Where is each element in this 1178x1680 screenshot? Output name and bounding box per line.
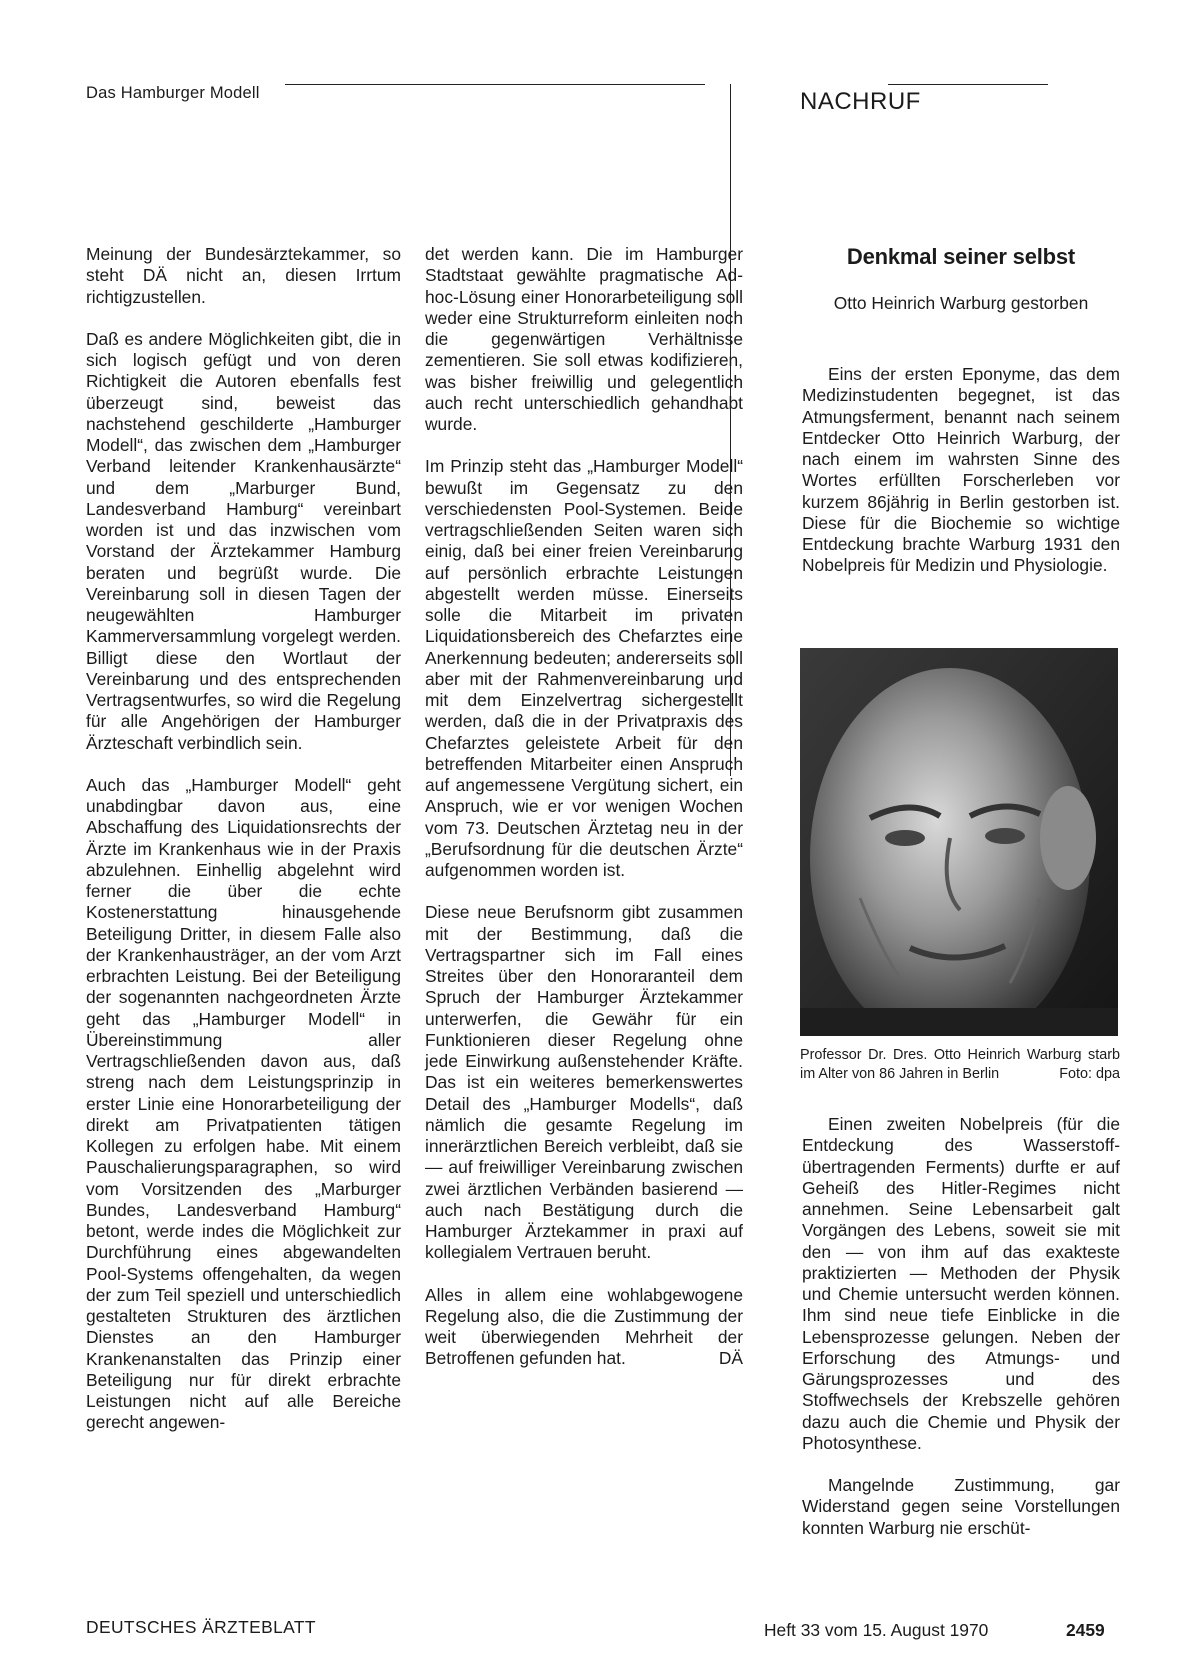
paragraph: Mangelnde Zustimmung, gar Widerstand gegen seine Vorstellungen konnten Warburg nie erschüt- [802, 1475, 1120, 1538]
obituary-column-top [802, 364, 1120, 598]
section-header-right: NACHRUF [800, 88, 921, 115]
obituary-column-bottom [802, 1114, 1120, 1560]
caption-text: Professor Dr. Dres. Otto Heinrich Warburg starb im Alter von 86 Jahren in Berlin [800, 1047, 1120, 1082]
paragraph: Auch das „Hamburger Modell“ geht unabdingbar davon aus, eine Abschaffung des Liquidationsrechts der Ärzte im Krankenhaus wie in der Praxis abzulehnen. Einhellig abgelehnt wird ferner die über die echte Kostenerstattung hinausgehende Beteiligung Dritter, in diesem Falle also der Krankenhausträger, an der vom Arzt erbrachten Leistung. Bei der Beteiligung der sogenannten nachgeordneten Ärzte geht das „Hamburger Modell“ in Übereinstimmung aller Vertragschließenden davon aus, daß streng nach dem Leistungsprinzip in erster Linie eine Honorarbeteiligung der direkt am Privatpatienten tätigen Kollegen zu erfolgen habe. Mit einem Pauschalierungsparagraphen, so wird vom Vorsitzenden des „Marburger Bundes, Landesverband Hamburg“ betont, werde indes die Möglichkeit zur Durchführung eines abgewandelten Pool-Systems offengehalten, da wegen der zum Teil speziell und unterschiedlich gestalteten Strukturen des ärztlichen Dienstes an den Hamburger Krankenanstalten das Prinzip einer Beteiligung nur für direkt erbrachte Leistungen nicht auf alle Bereiche gerecht angewen- [86, 774, 401, 1433]
issue-info: Heft 33 vom 15. August 1970 [764, 1620, 989, 1640]
page-number: 2459 [1066, 1620, 1105, 1640]
obituary-title: Denkmal seiner selbst [846, 244, 1076, 269]
author-signature: DÄ [718, 1348, 743, 1369]
paragraph-text: Alles in allem eine wohlabgewogene Regelung also, die die Zustimmung der weit überwiegenden Mehrheit der Betroffenen gefunden hat. [425, 1284, 743, 1369]
obituary-subtitle: Otto Heinrich Warburg gestorben [833, 293, 1089, 313]
paragraph: Diese neue Berufsnorm gibt zusammen mit der Bestimmung, daß die Vertragspartner sich im Fall eines Streites über den Honoraranteil dem Spruch der Hamburger Ärztekammer unterwerfen, die Gewähr für ein Funktionieren dieser Regelung ohne jede Einwirkung außenstehender Kräfte. Das ist ein weiteres bemerkenswertes Detail des „Hamburger Modells“, daß nämlich die gesamte Regelung im innerärztlichen Bereich verbleibt, daß sie — auf freiwilliger Vereinbarung zwischen zwei ärztlichen Verbänden basierend — auch nach Bestätigung durch die Hamburger Ärztekammer in praxi auf kollegialem Vertrauen beruht. [425, 902, 743, 1263]
header-rule-right [888, 84, 1048, 85]
paragraph: Im Prinzip steht das „Hamburger Modell“ bewußt im Gegensatz zu den verschiedensten Pool-Systemen. Beide vertragschließenden Seiten waren sich einig, daß bei einer freien Vereinbarung auf persönlich erbrachte Leistungen abgestellt werden müsse. Einerseits solle die Mitarbeit im privaten Liquidationsbereich des Chefarztes eine Anerkennung bedeuten; andererseits soll aber mit der Rahmenvereinbarung und mit dem Einzelvertrag sichergestellt werden, daß die in der Privatpraxis des Chefarztes geleistete Arbeit für den betreffenden Mitarbeiter einen Anspruch auf angemessene Vergütung sichert, ein Anspruch, wie er vor wenigen Wochen vom 73. Deutschen Ärztetag neu in der „Berufsordnung für die deutschen Ärzte“ aufgenommen worden ist. [425, 456, 743, 880]
paragraph: Einen zweiten Nobelpreis (für die Entdeckung des Wasserstoff-übertragenden Ferments) durfte er auf Geheiß des Hitler-Regimes nicht annehmen. Seine Lebensarbeit galt Vorgängen des Lebens, soweit sie mit den — von ihm auf das exakteste praktizierten — Methoden der Physik und Chemie untersucht werden können. Ihm sind neue tiefe Einblicke in die Lebensprozesse gelungen. Neben der Erforschung des Atmungs- und Gärungsprozesses und des Stoffwechsels der Krebszelle gehören dazu auch die Chemie und Physik der Photosynthese. [802, 1114, 1120, 1453]
portrait-photo-image [800, 648, 1118, 1036]
section-header-left: Das Hamburger Modell [86, 84, 260, 102]
header-rule-left [285, 84, 705, 85]
photo-credit: Foto: dpa [1059, 1065, 1120, 1082]
paragraph: Daß es andere Möglichkeiten gibt, die in sich logisch gefügt und von deren Richtigkeit die Autoren ebenfalls fest überzeugt sind, beweist das nachstehend geschilderte „Hamburger Modell“, das zwischen dem „Hamburger Verband leitender Krankenhausärzte“ und dem „Marburger Bund, Landesverband Hamburg“ vereinbart worden ist und das inzwischen vom Vorstand der Ärztekammer Hamburg beraten und begrüßt wurde. Die Vereinbarung soll in diesen Tagen der neugewählten Hamburger Kammerversammlung vorgelegt werden. Billigt diese den Wortlaut der Vereinbarung und des entsprechenden Vertragsentwurfes, so wird die Regelung für alle Angehörigen der Hamburger Ärzteschaft verbindlich sein. [86, 328, 401, 753]
paragraph: Meinung der Bundesärztekammer, so steht DÄ nicht an, diesen Irrtum richtigzustellen. [86, 244, 401, 307]
paragraph: Eins der ersten Eponyme, das dem Medizinstudenten begegnet, ist das Atmungsferment, benannt nach seinem Entdecker Otto Heinrich Warburg, der nach einem im wahrsten Sinne des Wortes erfüllten Forscherleben vor kurzem 86jährig in Berlin gestorben ist. Diese für die Biochemie so wichtige Entdeckung brachte Warburg 1931 den Nobelpreis für Medizin und Physiologie. [802, 364, 1120, 576]
paragraph [425, 1285, 743, 1370]
article-column-1 [86, 244, 401, 1455]
photo-caption [800, 1046, 1120, 1083]
paragraph: det werden kann. Die im Hamburger Stadtstaat gewählte pragmatische Ad-hoc-Lösung einer Honorarbeteiligung soll weder eine Strukturreform einleiten noch die gegenwärtigen Verhältnisse zementieren. Sie soll etwas kodifizieren, was bisher freiwillig und gelegentlich auch recht unterschiedlich gehandhabt wurde. [425, 244, 743, 434]
article-column-2 [425, 244, 743, 1370]
journal-name: DEUTSCHES ÄRZTEBLATT [86, 1617, 316, 1637]
portrait-photo [800, 648, 1118, 1036]
